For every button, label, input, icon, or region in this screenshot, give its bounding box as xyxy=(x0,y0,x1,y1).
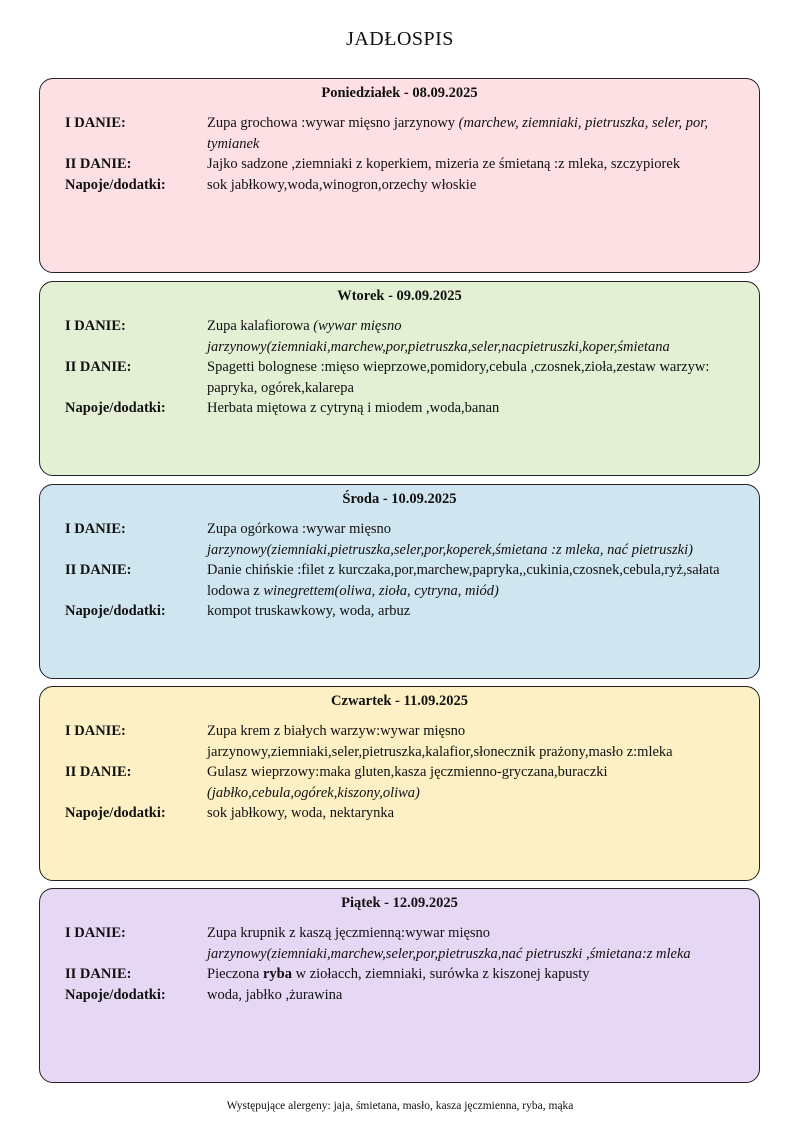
drinks-value: Herbata miętowa z cytryną i miodem ,woda,banan xyxy=(207,400,500,416)
second-course-label: II DANIE: xyxy=(65,156,132,172)
day-card-tuesday xyxy=(39,281,760,476)
drinks-value: kompot truskawkowy, woda, arbuz xyxy=(207,603,411,619)
drinks-label: Napoje/dodatki: xyxy=(65,805,166,821)
first-course-label: I DANIE: xyxy=(65,318,126,334)
drinks-label: Napoje/dodatki: xyxy=(65,400,166,416)
day-header: Środa - 10.09.2025 xyxy=(342,491,457,507)
day-header: Poniedziałek - 08.09.2025 xyxy=(321,85,478,101)
first-course-label: I DANIE: xyxy=(65,521,126,537)
second-course-label: II DANIE: xyxy=(65,562,132,578)
drinks-row xyxy=(40,803,759,824)
day-header: Piątek - 12.09.2025 xyxy=(341,895,458,911)
drinks-row xyxy=(40,175,759,196)
day-card-wednesday xyxy=(39,484,760,679)
second-course-value: Spagetti bolognese :mięso wieprzowe,pomidory,cebula ,czosnek,zioła,zestaw warzyw: papryka, ogórek,kalarepa xyxy=(207,359,710,396)
drinks-row xyxy=(40,985,759,1006)
first-course-row xyxy=(40,721,759,762)
page-title: JADŁOSPIS xyxy=(346,28,454,50)
first-course-value: Zupa ogórkowa :wywar mięsno jarzynowy(ziemniaki,pietruszka,seler,por,koperek,śmietana :z mleka, nać pietruszki) xyxy=(207,521,693,558)
day-card-friday xyxy=(39,888,760,1083)
first-course-value: Zupa krem z białych warzyw:wywar mięsno jarzynowy,ziemniaki,seler,pietruszka,kalafior,słonecznik prażony,masło z:mleka xyxy=(207,723,673,760)
second-course-row xyxy=(40,560,759,601)
day-card-thursday xyxy=(39,686,760,881)
drinks-row xyxy=(40,398,759,419)
first-course-row xyxy=(40,113,759,154)
second-course-row xyxy=(40,762,759,803)
drinks-label: Napoje/dodatki: xyxy=(65,986,166,1003)
second-course-label: II DANIE: xyxy=(65,966,132,982)
first-course-label: I DANIE: xyxy=(65,925,126,941)
second-course-value: Gulasz wieprzowy:maka gluten,kasza jęczmienno-gryczana,buraczki (jabłko,cebula,ogórek,kiszony,oliwa) xyxy=(207,764,608,801)
drinks-label: Napoje/dodatki: xyxy=(65,176,166,193)
second-course-row xyxy=(40,357,759,398)
first-course-value: Zupa kalafiorowa (wywar mięsno jarzynowy(ziemniaki,marchew,por,pietruszka,seler,nacpietruszki,koper,śmietana xyxy=(207,318,670,355)
drinks-value: sok jabłkowy, woda, nektarynka xyxy=(207,805,395,821)
first-course-value: Zupa krupnik z kaszą jęczmienną:wywar mięsno jarzynowy(ziemniaki,marchew,seler,por,pietruszka,nać pietruszki ,śmietana:z mleka xyxy=(207,925,691,962)
first-course-row xyxy=(40,923,759,964)
day-header: Wtorek - 09.09.2025 xyxy=(337,288,462,304)
drinks-value: sok jabłkowy,woda,winogron,orzechy włoskie xyxy=(207,176,477,193)
second-course-label: II DANIE: xyxy=(65,764,132,780)
allergens-footer: Występujące alergeny: jaja, śmietana, masło, kasza jęczmienna, ryba, mąka xyxy=(226,1100,574,1112)
first-course-label: I DANIE: xyxy=(65,723,126,739)
second-course-value: Danie chińskie :filet z kurczaka,por,marchew,papryka,,cukinia,czosnek,cebula,ryż,sałata lodowa z winegrettem(oliwa, zioła, cytryna, miód) xyxy=(207,562,720,599)
first-course-value: Zupa grochowa :wywar mięsno jarzynowy (marchew, ziemniaki, pietruszka, seler, por, tymianek xyxy=(207,115,708,152)
day-card-monday xyxy=(39,78,760,273)
second-course-row xyxy=(40,154,759,175)
drinks-label: Napoje/dodatki: xyxy=(65,603,166,619)
second-course-row xyxy=(40,964,759,985)
drinks-row xyxy=(40,601,759,622)
first-course-row xyxy=(40,316,759,357)
second-course-value: Jajko sadzone ,ziemniaki z koperkiem, mizeria ze śmietaną :z mleka, szczypiorek xyxy=(207,156,681,172)
second-course-label: II DANIE: xyxy=(65,359,132,375)
first-course-label: I DANIE: xyxy=(65,115,126,131)
second-course-value: Pieczona ryba w ziołacch, ziemniaki, surówka z kiszonej kapusty xyxy=(207,966,590,982)
drinks-value: woda, jabłko ,żurawina xyxy=(207,986,343,1003)
first-course-row xyxy=(40,519,759,560)
day-header: Czwartek - 11.09.2025 xyxy=(331,693,468,709)
